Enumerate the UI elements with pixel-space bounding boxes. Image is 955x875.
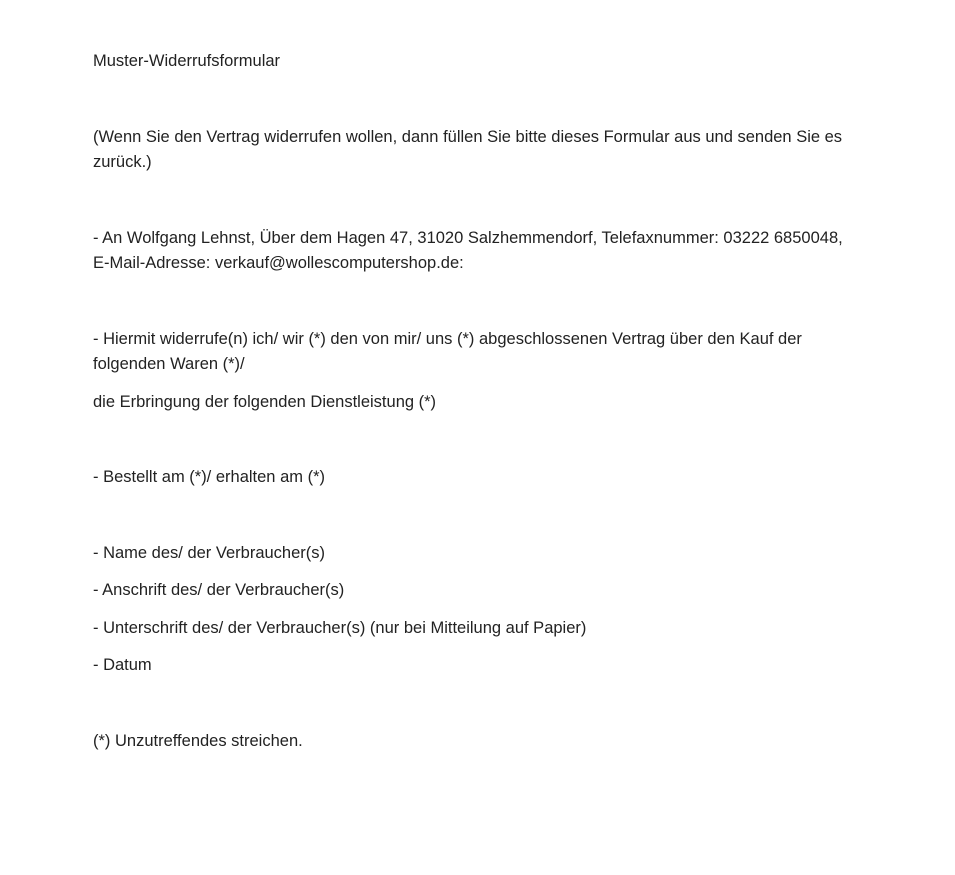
intro-paragraph: (Wenn Sie den Vertrag widerrufen wollen, dann füllen Sie bitte dieses Formular aus und senden Sie es zurück.)	[93, 127, 843, 171]
document-body	[93, 49, 853, 754]
revocation-paragraph: - Hiermit widerrufe(n) ich/ wir (*) den von mir/ uns (*) abgeschlossenen Vertrag über den Kauf der folgenden Waren (*)/	[93, 329, 802, 373]
ordered-received-line: - Bestellt am (*)/ erhalten am (*)	[93, 468, 325, 486]
service-line: die Erbringung der folgenden Dienstleistung (*)	[93, 392, 437, 411]
footnote: (*) Unzutreffendes streichen.	[93, 731, 303, 750]
consumer-signature-line: - Unterschrift des/ der Verbraucher(s) (nur bei Mitteilung auf Papier)	[93, 618, 587, 637]
date-line: - Datum	[93, 656, 152, 674]
consumer-address-line: - Anschrift des/ der Verbraucher(s)	[93, 581, 345, 599]
document-title: Muster-Widerrufsformular	[93, 52, 281, 70]
consumer-name-line: - Name des/ der Verbraucher(s)	[93, 543, 326, 562]
recipient-paragraph: - An Wolfgang Lehnst, Über dem Hagen 47, 31020 Salzhemmendorf, Telefaxnummer: 03222 6850048, E-Mail-Adresse: verkauf@wollescomputershop.de:	[93, 228, 843, 272]
